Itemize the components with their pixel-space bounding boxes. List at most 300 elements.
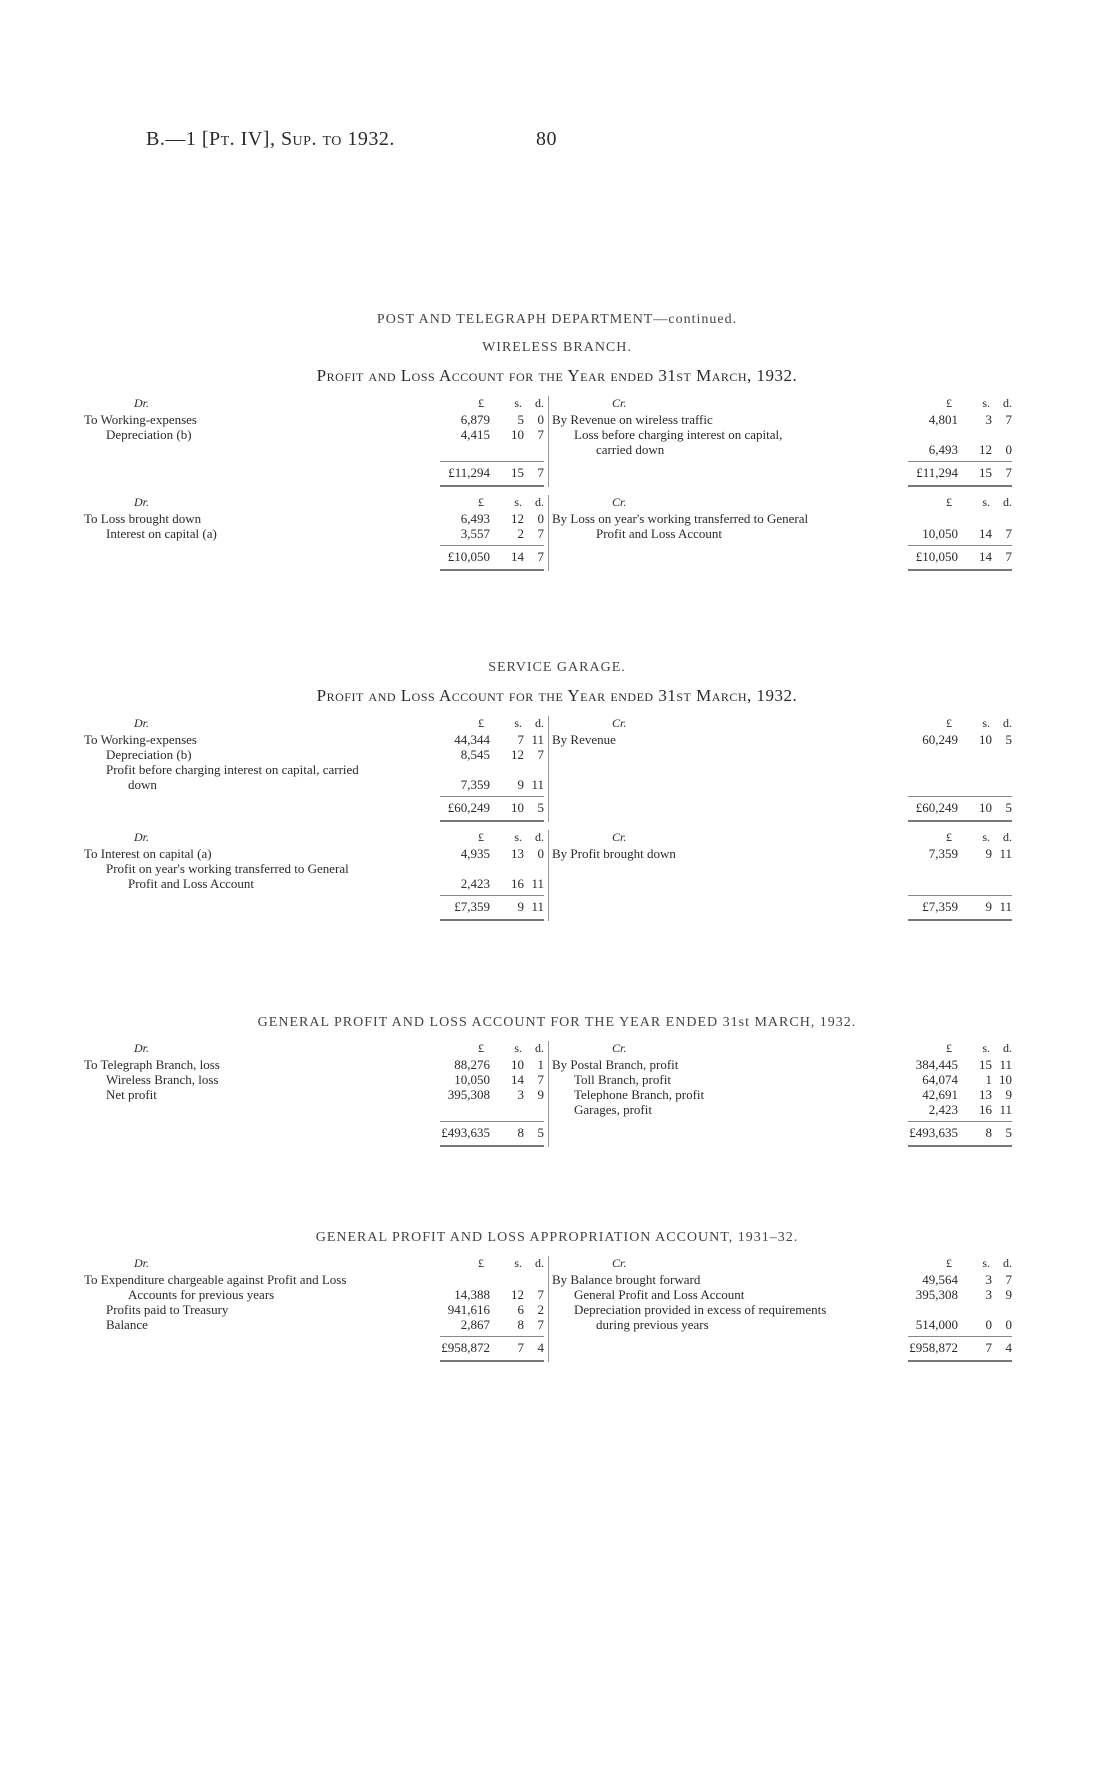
spacer-row — [552, 777, 1012, 792]
total-double-rule — [440, 485, 544, 487]
amount-shillings: 14 — [511, 1072, 524, 1087]
amount-pence: 7 — [1005, 526, 1012, 541]
amount-shillings: 10 — [511, 800, 524, 815]
amount-shillings: 9 — [517, 899, 524, 914]
amount-shillings: 8 — [517, 1317, 524, 1332]
amount-shillings: 9 — [985, 846, 992, 861]
lhs-header — [84, 1256, 544, 1272]
amount-shillings: 7 — [985, 1340, 992, 1355]
total-double-rule — [440, 1145, 544, 1147]
pence-label: d. — [535, 1256, 544, 1270]
ledger-row — [84, 412, 544, 427]
row-description: Balance — [106, 1317, 148, 1332]
rhs-header — [552, 1256, 1012, 1272]
amount-pence: 0 — [1005, 442, 1012, 457]
ledger-row — [552, 732, 1012, 747]
ledger-row — [552, 1317, 1012, 1332]
lhs-label: Dr. — [134, 1041, 150, 1055]
amount-pence: 7 — [537, 526, 544, 541]
total-rule — [908, 1121, 1012, 1122]
pounds-label: £ — [946, 396, 952, 410]
total-row — [84, 1332, 544, 1362]
ledger-row — [84, 427, 544, 442]
row-description: Depreciation provided in excess of requirements — [574, 1302, 827, 1317]
garage-subtitle: Profit and Loss Account for the Year ended 31st March, 1932. — [316, 686, 798, 705]
ledger-row — [84, 762, 544, 777]
column-divider — [548, 1256, 549, 1362]
ledger-row — [84, 1272, 544, 1287]
credit-column — [552, 396, 1012, 487]
row-description: Profits paid to Treasury — [106, 1302, 229, 1317]
ledger-row — [84, 732, 544, 747]
rhs-label: Cr. — [612, 396, 627, 410]
shillings-label: s. — [514, 1256, 522, 1270]
ledger-row — [552, 412, 1012, 427]
amount-pence: 4 — [537, 1340, 544, 1355]
service-garage-section — [0, 660, 1114, 956]
ledger-row — [84, 876, 544, 891]
amount-pounds: 941,616 — [447, 1302, 490, 1317]
amount-shillings: 12 — [979, 442, 992, 457]
ledger-row — [552, 442, 1012, 457]
amount-pounds: 3,557 — [460, 526, 490, 541]
row-description: Net profit — [106, 1087, 157, 1102]
total-double-rule — [440, 569, 544, 571]
row-description: To Expenditure chargeable against Profit and Loss — [84, 1272, 347, 1287]
amount-pence: 7 — [537, 1317, 544, 1332]
pounds-label: £ — [478, 396, 484, 410]
amount-pence: 11 — [531, 876, 544, 891]
ledger-row — [84, 846, 544, 861]
row-description: Loss before charging interest on capital, — [574, 427, 783, 442]
amount-pounds: £7,359 — [922, 899, 958, 914]
row-description: Wireless Branch, loss — [106, 1072, 219, 1087]
amount-shillings: 7 — [517, 732, 524, 747]
pence-label: d. — [535, 495, 544, 509]
shillings-label: s. — [982, 495, 990, 509]
ledger-row — [84, 861, 544, 876]
total-rule — [908, 895, 1012, 896]
row-description: By Revenue on wireless traffic — [552, 412, 713, 427]
amount-pence: 2 — [537, 1302, 544, 1317]
pounds-label: £ — [946, 495, 952, 509]
amount-pence: 0 — [537, 511, 544, 526]
lhs-label: Dr. — [134, 396, 150, 410]
amount-pounds: 4,415 — [460, 427, 490, 442]
ledger-row — [552, 1287, 1012, 1302]
lhs-label: Dr. — [134, 830, 150, 844]
pence-label: d. — [1003, 830, 1012, 844]
amount-pence: 11 — [531, 777, 544, 792]
credit-column — [552, 1041, 1012, 1147]
ledger-row — [84, 526, 544, 541]
amount-shillings: 10 — [979, 732, 992, 747]
amount-pounds: £10,050 — [447, 549, 490, 564]
shillings-label: s. — [982, 396, 990, 410]
ledger-row — [552, 1057, 1012, 1072]
amount-pounds: 6,493 — [460, 511, 490, 526]
account-subtitle: Profit and Loss Account for the Year ended 31st March, 1932. — [316, 366, 798, 385]
amount-pence: 7 — [537, 427, 544, 442]
pounds-label: £ — [478, 495, 484, 509]
pence-label: d. — [535, 830, 544, 844]
column-divider — [548, 830, 549, 921]
pence-label: d. — [535, 1041, 544, 1055]
ledger-row — [552, 526, 1012, 541]
amount-pence: 5 — [1005, 732, 1012, 747]
total-rule — [440, 796, 544, 797]
amount-pounds: £10,050 — [915, 549, 958, 564]
amount-pounds: 6,493 — [928, 442, 958, 457]
amount-pounds: 10,050 — [454, 1072, 490, 1087]
amount-pence: 9 — [537, 1087, 544, 1102]
appropriation-account — [0, 1256, 1114, 1396]
row-description: By Loss on year's working transferred to General — [552, 511, 809, 526]
rhs-header — [552, 396, 1012, 412]
rhs-label: Cr. — [612, 716, 627, 730]
amount-pounds: £60,249 — [447, 800, 490, 815]
amount-shillings: 1 — [985, 1072, 992, 1087]
spacer-row — [552, 762, 1012, 777]
shillings-label: s. — [514, 716, 522, 730]
ledger-row — [552, 1302, 1012, 1317]
ledger-row — [84, 1057, 544, 1072]
ledger-row — [84, 777, 544, 792]
row-description: carried down — [596, 442, 665, 457]
amount-shillings: 3 — [985, 1287, 992, 1302]
total-row — [552, 1117, 1012, 1147]
row-description: Profit and Loss Account — [128, 876, 255, 891]
lhs-label: Dr. — [134, 1256, 150, 1270]
ledger-row — [84, 1302, 544, 1317]
debit-column — [84, 396, 544, 487]
amount-shillings: 10 — [511, 1057, 524, 1072]
amount-pounds: 2,423 — [928, 1102, 958, 1117]
total-rule — [440, 545, 544, 546]
amount-pence: 7 — [537, 549, 544, 564]
rhs-label: Cr. — [612, 495, 627, 509]
amount-pence: 0 — [537, 412, 544, 427]
amount-pence: 5 — [1005, 800, 1012, 815]
rhs-label: Cr. — [612, 1256, 627, 1270]
amount-pence: 10 — [999, 1072, 1012, 1087]
total-row — [552, 792, 1012, 822]
garage-title: SERVICE GARAGE. — [488, 660, 626, 675]
spacer-row — [84, 442, 544, 457]
amount-shillings: 3 — [517, 1087, 524, 1102]
general-account — [0, 1041, 1114, 1161]
row-description: Accounts for previous years — [128, 1287, 275, 1302]
debit-column — [84, 830, 544, 921]
lhs-header — [84, 830, 544, 846]
total-row — [552, 891, 1012, 921]
amount-pounds: 88,276 — [454, 1057, 490, 1072]
amount-pence: 0 — [1005, 1317, 1012, 1332]
ledger-row — [552, 1272, 1012, 1287]
amount-pence: 7 — [1005, 1272, 1012, 1287]
amount-pounds: 60,249 — [922, 732, 958, 747]
total-rule — [440, 895, 544, 896]
amount-pence: 7 — [1005, 549, 1012, 564]
spacer-row — [552, 747, 1012, 762]
pounds-label: £ — [946, 1041, 952, 1055]
amount-pounds: £60,249 — [915, 800, 958, 815]
amount-pence: 7 — [1005, 465, 1012, 480]
shillings-label: s. — [982, 1041, 990, 1055]
total-rule — [440, 1121, 544, 1122]
row-description: By Postal Branch, profit — [552, 1057, 679, 1072]
total-rule — [440, 1336, 544, 1337]
amount-pounds: 2,867 — [460, 1317, 490, 1332]
amount-pounds: 4,935 — [460, 846, 490, 861]
credit-column — [552, 716, 1012, 822]
amount-pounds: 7,359 — [928, 846, 958, 861]
total-double-rule — [908, 919, 1012, 921]
total-row — [84, 541, 544, 571]
pence-label: d. — [1003, 396, 1012, 410]
amount-pence: 9 — [1005, 1087, 1012, 1102]
shillings-label: s. — [514, 495, 522, 509]
row-description: Profit before charging interest on capital, carried — [106, 762, 359, 777]
rhs-header — [552, 1041, 1012, 1057]
amount-pence: 5 — [1005, 1125, 1012, 1140]
spacer-row — [552, 876, 1012, 891]
amount-shillings: 0 — [985, 1317, 992, 1332]
amount-shillings: 8 — [517, 1125, 524, 1140]
total-double-rule — [908, 1360, 1012, 1362]
amount-shillings: 2 — [517, 526, 524, 541]
spacer-row — [552, 861, 1012, 876]
credit-column — [552, 495, 1012, 571]
debit-column — [84, 1041, 544, 1147]
total-rule — [908, 461, 1012, 462]
total-row — [552, 1332, 1012, 1362]
total-row — [84, 792, 544, 822]
lhs-label: Dr. — [134, 495, 150, 509]
row-description: Toll Branch, profit — [574, 1072, 671, 1087]
shillings-label: s. — [982, 1256, 990, 1270]
amount-pence: 7 — [537, 747, 544, 762]
row-description: To Loss brought down — [84, 511, 202, 526]
document-reference: B.—1 [Pt. IV], Sup. to 1932. — [146, 128, 395, 150]
amount-shillings: 8 — [985, 1125, 992, 1140]
amount-pounds: 2,423 — [460, 876, 490, 891]
total-double-rule — [908, 1145, 1012, 1147]
total-double-rule — [440, 820, 544, 822]
amount-pounds: 8,545 — [460, 747, 490, 762]
total-double-rule — [908, 569, 1012, 571]
row-description: By Revenue — [552, 732, 616, 747]
ledger-row — [552, 427, 1012, 442]
column-divider — [548, 396, 549, 487]
amount-pence: 7 — [1005, 412, 1012, 427]
amount-shillings: 7 — [517, 1340, 524, 1355]
rhs-header — [552, 495, 1012, 511]
total-double-rule — [440, 1360, 544, 1362]
amount-shillings: 10 — [511, 427, 524, 442]
pence-label: d. — [1003, 716, 1012, 730]
amount-pounds: £493,635 — [441, 1125, 490, 1140]
lhs-label: Dr. — [134, 716, 150, 730]
pounds-label: £ — [478, 830, 484, 844]
row-description: To Working-expenses — [84, 732, 197, 747]
pounds-label: £ — [946, 716, 952, 730]
amount-shillings: 14 — [979, 549, 992, 564]
appropriation-title: GENERAL PROFIT AND LOSS APPROPRIATION ACCOUNT, 1931–32. — [315, 1230, 799, 1245]
shillings-label: s. — [514, 830, 522, 844]
row-description: Depreciation (b) — [106, 747, 192, 762]
total-row — [84, 457, 544, 487]
pounds-label: £ — [946, 1256, 952, 1270]
row-description: To Telegraph Branch, loss — [84, 1057, 220, 1072]
amount-shillings: 14 — [511, 549, 524, 564]
general-pl-section — [0, 1015, 1114, 1161]
amount-shillings: 15 — [979, 465, 992, 480]
row-description: Depreciation (b) — [106, 427, 192, 442]
rhs-header — [552, 716, 1012, 732]
amount-pounds: 6,879 — [460, 412, 490, 427]
rhs-label: Cr. — [612, 830, 627, 844]
ledger-row — [552, 1102, 1012, 1117]
total-row — [84, 1117, 544, 1147]
amount-pence: 11 — [999, 1057, 1012, 1072]
ledger-row — [552, 511, 1012, 526]
amount-pence: 5 — [537, 800, 544, 815]
shillings-label: s. — [982, 716, 990, 730]
total-row — [84, 891, 544, 921]
amount-pence: 11 — [531, 899, 544, 914]
pounds-label: £ — [478, 716, 484, 730]
amount-shillings: 13 — [979, 1087, 992, 1102]
amount-pounds: 64,074 — [922, 1072, 958, 1087]
amount-pence: 0 — [537, 846, 544, 861]
amount-pounds: 7,359 — [460, 777, 490, 792]
column-divider — [548, 716, 549, 822]
wireless-account — [0, 396, 1114, 596]
amount-pence: 11 — [999, 1102, 1012, 1117]
amount-pounds: 384,445 — [915, 1057, 958, 1072]
amount-pounds: 514,000 — [915, 1317, 958, 1332]
amount-pounds: 49,564 — [922, 1272, 958, 1287]
credit-column — [552, 1256, 1012, 1362]
row-description: General Profit and Loss Account — [574, 1287, 745, 1302]
pounds-label: £ — [946, 830, 952, 844]
total-rule — [440, 461, 544, 462]
total-rule — [908, 1336, 1012, 1337]
shillings-label: s. — [514, 396, 522, 410]
general-title: GENERAL PROFIT AND LOSS ACCOUNT FOR THE YEAR ENDED 31st MARCH, 1932. — [257, 1015, 857, 1030]
lhs-header — [84, 495, 544, 511]
ledger-row — [552, 1087, 1012, 1102]
amount-shillings: 14 — [979, 526, 992, 541]
amount-shillings: 3 — [985, 412, 992, 427]
amount-pounds: 44,344 — [454, 732, 490, 747]
ledger-row — [84, 1317, 544, 1332]
amount-shillings: 16 — [511, 876, 524, 891]
ledger-row — [552, 846, 1012, 861]
debit-column — [84, 495, 544, 571]
column-divider — [548, 1041, 549, 1147]
pence-label: d. — [1003, 1256, 1012, 1270]
total-row — [552, 541, 1012, 571]
amount-pence: 4 — [1005, 1340, 1012, 1355]
garage-account — [0, 716, 1114, 956]
amount-pounds: £11,294 — [448, 465, 490, 480]
total-rule — [908, 545, 1012, 546]
amount-shillings: 9 — [517, 777, 524, 792]
amount-pence: 11 — [531, 732, 544, 747]
amount-pence: 7 — [537, 1287, 544, 1302]
amount-pence: 11 — [999, 899, 1012, 914]
ledger-row — [84, 1087, 544, 1102]
amount-pence: 9 — [1005, 1287, 1012, 1302]
amount-shillings: 15 — [979, 1057, 992, 1072]
lhs-header — [84, 396, 544, 412]
lhs-header — [84, 1041, 544, 1057]
branch-title: WIRELESS BRANCH. — [482, 340, 632, 355]
ledger-row — [84, 747, 544, 762]
ledger-row — [84, 1287, 544, 1302]
page-header — [146, 128, 557, 151]
amount-shillings: 13 — [511, 846, 524, 861]
row-description: Interest on capital (a) — [106, 526, 217, 541]
pence-label: d. — [1003, 495, 1012, 509]
rhs-header — [552, 830, 1012, 846]
row-description: down — [128, 777, 157, 792]
total-rule — [908, 796, 1012, 797]
amount-pounds: £11,294 — [916, 465, 958, 480]
amount-pounds: £493,635 — [909, 1125, 958, 1140]
amount-pounds: 14,388 — [454, 1287, 490, 1302]
row-description: Garages, profit — [574, 1102, 652, 1117]
row-description: Profit on year's working transferred to General — [106, 861, 349, 876]
pounds-label: £ — [478, 1256, 484, 1270]
amount-pounds: 4,801 — [928, 412, 958, 427]
amount-shillings: 12 — [511, 511, 524, 526]
pence-label: d. — [535, 716, 544, 730]
shillings-label: s. — [514, 1041, 522, 1055]
ledger-row — [84, 511, 544, 526]
amount-pence: 1 — [537, 1057, 544, 1072]
credit-column — [552, 830, 1012, 921]
amount-pounds: £958,872 — [441, 1340, 490, 1355]
amount-pounds: 10,050 — [922, 526, 958, 541]
total-double-rule — [908, 485, 1012, 487]
row-description: To Working-expenses — [84, 412, 197, 427]
amount-shillings: 16 — [979, 1102, 992, 1117]
row-description: By Balance brought forward — [552, 1272, 701, 1287]
amount-pounds: £958,872 — [909, 1340, 958, 1355]
total-double-rule — [908, 820, 1012, 822]
amount-shillings: 12 — [511, 747, 524, 762]
row-description: Profit and Loss Account — [596, 526, 723, 541]
pence-label: d. — [1003, 1041, 1012, 1055]
amount-shillings: 9 — [985, 899, 992, 914]
row-description: Telephone Branch, profit — [574, 1087, 705, 1102]
row-description: during previous years — [596, 1317, 709, 1332]
amount-pounds: 395,308 — [915, 1287, 958, 1302]
amount-pence: 5 — [537, 1125, 544, 1140]
amount-shillings: 10 — [979, 800, 992, 815]
row-description: By Profit brought down — [552, 846, 676, 861]
amount-shillings: 5 — [517, 412, 524, 427]
total-double-rule — [440, 919, 544, 921]
lhs-header — [84, 716, 544, 732]
column-divider — [548, 495, 549, 571]
amount-pence: 7 — [537, 465, 544, 480]
amount-shillings: 6 — [517, 1302, 524, 1317]
debit-column — [84, 1256, 544, 1362]
